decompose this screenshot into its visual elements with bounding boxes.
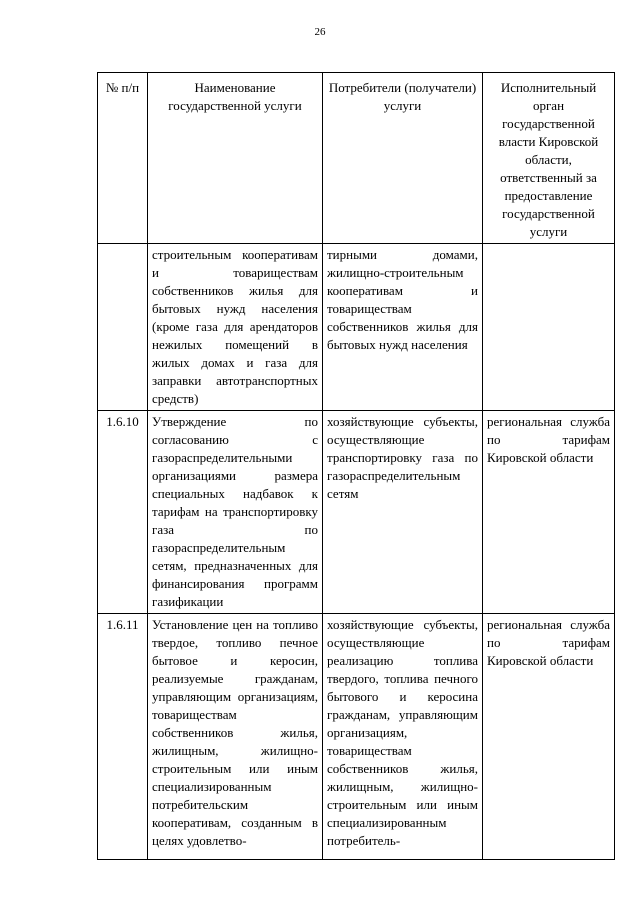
row-service: Утверждение по согласованию с газораспределительными организациями размера специальных надбавок к тарифам на транспортировку газа по газораспределительным сетям, предназначенных для финансирования программ газификации	[148, 411, 323, 614]
row-consumers: тирными домами, жилищно-строительным кооперативам и товариществам собственников жилья для бытовых нужд населения	[323, 244, 483, 411]
row-authority	[483, 244, 615, 411]
row-consumers: хозяйствующие субъекты, осуществляющие транспортировку газа по газораспределительным сетям	[323, 411, 483, 614]
page-number: 26	[314, 26, 326, 38]
row-authority: региональная служба по тарифам Кировской области	[483, 411, 615, 614]
row-num: 1.6.11	[98, 614, 148, 860]
header-num: № п/п	[98, 73, 148, 244]
table-row	[98, 244, 615, 411]
row-consumers: хозяйствующие субъекты, осуществляющие реализацию топлива твердого, топлива печного бытового и керосина гражданам, управляющим организациям, товариществам собственников жилья, жилищным, жилищно-строительным или иным специализированным потребитель-	[323, 614, 483, 860]
row-authority: региональная служба по тарифам Кировской области	[483, 614, 615, 860]
table-header-row	[98, 73, 615, 244]
table-row	[98, 614, 615, 860]
table-row	[98, 411, 615, 614]
header-service: Наименование государственной услуги	[148, 73, 323, 244]
services-table	[97, 72, 615, 860]
row-num: 1.6.10	[98, 411, 148, 614]
row-service: Установление цен на топливо твердое, топливо печное бытовое и керосин, реализуемые гражданам, управляющим организациям, товариществам собственников жилья, жилищным, жилищно-строительным или иным специализированным потребительским кооперативам, созданным в целях удовлетво-	[148, 614, 323, 860]
header-authority: Исполнительный орган государственной власти Кировской области, ответственный за предоставление государственной услуги	[483, 73, 615, 244]
row-num	[98, 244, 148, 411]
row-service: строительным кооперативам и товариществам собственников жилья для бытовых нужд населения (кроме газа для арендаторов нежилых помещений в жилых домах и газа для заправки автотранспортных средств)	[148, 244, 323, 411]
header-consumers: Потребители (получатели) услуги	[323, 73, 483, 244]
